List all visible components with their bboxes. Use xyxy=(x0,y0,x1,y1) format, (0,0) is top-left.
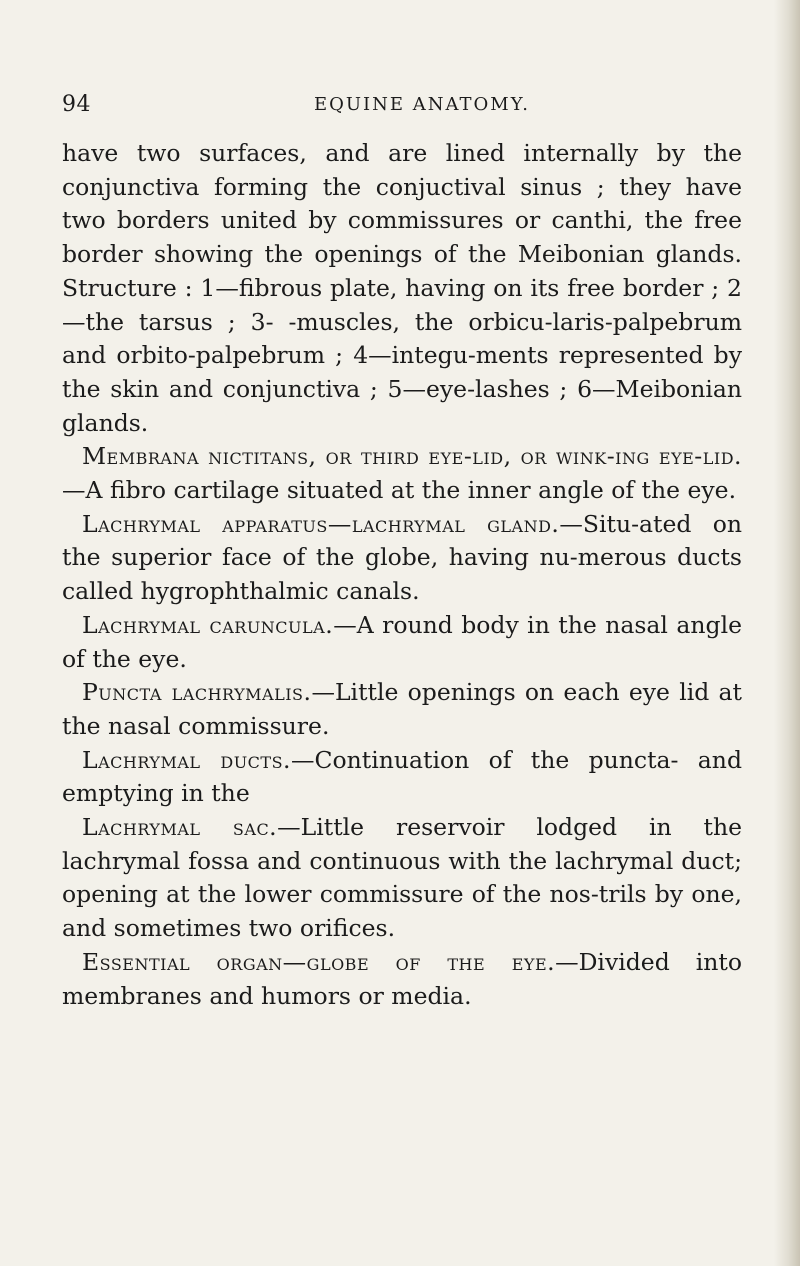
paragraph-lachrymal-ducts xyxy=(62,744,742,811)
paragraph-lachrymal-apparatus xyxy=(62,508,742,609)
entry-heading: Essential organ—globe of the eye. xyxy=(82,947,556,976)
entry-text: —Little reservoir lodged in the lachrymal fossa and continuous with the lachrymal duct; opening at the lower commissure of the nos-trils by one, and sometimes two orifices. xyxy=(62,813,742,943)
entry-heading: Lachrymal caruncula. xyxy=(82,610,334,639)
paragraph-essential-organ xyxy=(62,946,742,1013)
entry-heading: Lachrymal sac. xyxy=(82,813,278,842)
running-head: EQUINE ANATOMY. xyxy=(313,94,531,115)
entry-text: —Situ-ated on the superior face of the globe, having nu-merous ducts called hygrophthalmic canals. xyxy=(62,509,742,606)
body-text xyxy=(62,137,742,1013)
paragraph-membrana-nictitans xyxy=(62,440,742,507)
page-number: 94 xyxy=(62,92,91,117)
entry-heading: Membrana nictitans, or third eye-lid, or wink-ing eye-lid. xyxy=(82,442,742,471)
page-header xyxy=(62,92,742,122)
paragraph-lachrymal-sac xyxy=(62,811,742,946)
paragraph-lachrymal-caruncula xyxy=(62,609,742,676)
entry-text: —Divided into membranes and humors or media. xyxy=(62,947,742,1010)
page-edge-shadow xyxy=(774,0,800,1266)
entry-heading: Puncta lachrymalis. xyxy=(82,678,312,707)
paragraph-text: have two surfaces, and are lined internally by the conjunctiva forming the conjuctival sinus ; they have two borders united by commissures or canthi, the free border showing the openings of the Meibonian glands. Structure : 1—fibrous plate, having on its free border ; 2—the tarsus ; 3- -muscles, the orbicu-laris-palpebrum and orbito-palpebrum ; 4—integu-ments represented by the skin and conjunctiva ; 5—eye-lashes ; 6—Meibonian glands. xyxy=(62,139,742,437)
entry-text: —Continuation of the puncta- and emptying in the xyxy=(62,745,742,808)
entry-text: —A fibro cartilage situated at the inner angle of the eye. xyxy=(62,476,737,505)
entry-heading: Lachrymal apparatus—lachrymal gland. xyxy=(82,509,560,538)
paragraph-puncta-lachrymalis xyxy=(62,676,742,743)
paragraph-eyelids xyxy=(62,137,742,440)
entry-text: —A round body in the nasal angle of the eye. xyxy=(62,610,742,673)
entry-heading: Lachrymal ducts. xyxy=(82,745,292,774)
entry-text: —Little openings on each eye lid at the nasal commissure. xyxy=(62,678,742,740)
